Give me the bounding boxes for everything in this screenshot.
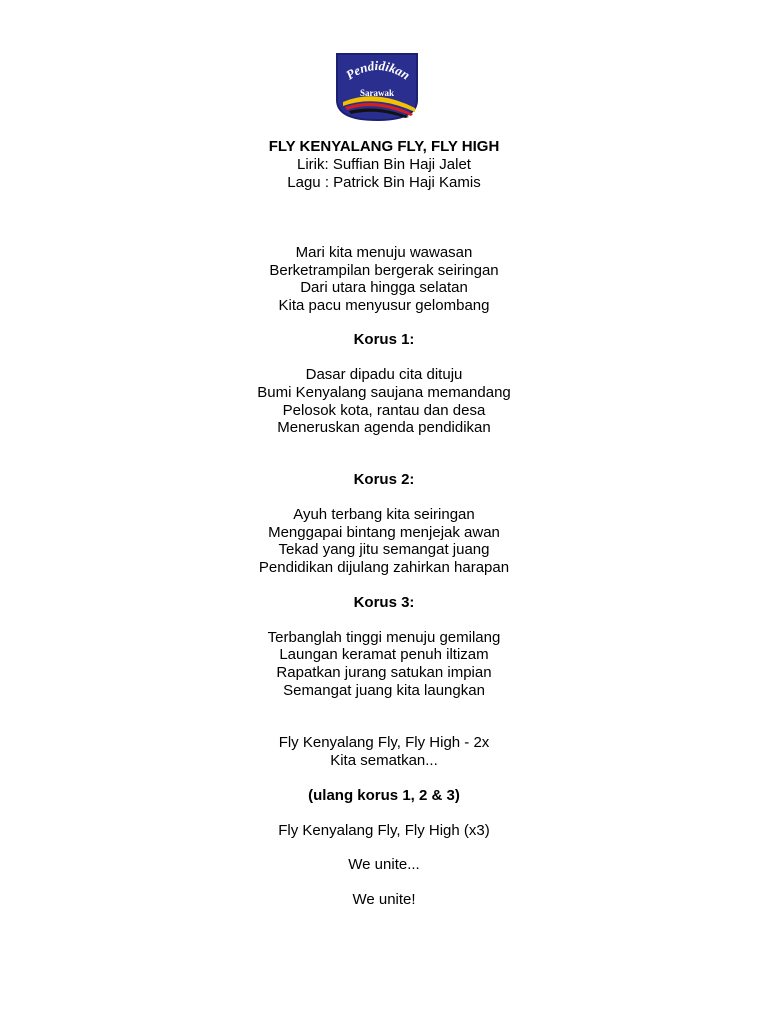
- outro-unite-2: We unite!: [352, 891, 416, 908]
- verse-line-4: Kita pacu menyusur gelombang: [278, 297, 490, 314]
- chorus-2-line-3: Tekad yang jitu semangat juang: [278, 541, 490, 558]
- chorus-1-line-4: Meneruskan agenda pendidikan: [277, 419, 491, 436]
- verse-line-2: Berketrampilan bergerak seiringan: [269, 262, 499, 279]
- chorus-1-title: Korus 1:: [353, 331, 415, 348]
- chorus-3-line-3: Rapatkan jurang satukan impian: [276, 664, 492, 681]
- logo-text-pendidikan: Pendidikan: [342, 57, 413, 83]
- chorus-2-line-2: Menggapai bintang menjejak awan: [268, 524, 500, 541]
- chorus-3-line-4: Semangat juang kita laungkan: [283, 682, 485, 699]
- chorus-1-line-1: Dasar dipadu cita dituju: [305, 366, 463, 383]
- logo-text-sarawak: Sarawak: [359, 88, 395, 98]
- chorus-2-line-4: Pendidikan dijulang zahirkan harapan: [258, 559, 510, 576]
- chorus-3-line-1: Terbanglah tinggi menuju gemilang: [267, 629, 501, 646]
- verse-line-1: Mari kita menuju wawasan: [295, 244, 473, 261]
- pendidikan-sarawak-logo: [335, 52, 419, 122]
- chorus-2-line-1: Ayuh terbang kita seiringan: [293, 506, 475, 523]
- chorus-3-line-2: Laungan keramat penuh iltizam: [279, 646, 489, 663]
- song-title: FLY KENYALANG FLY, FLY HIGH: [268, 138, 500, 155]
- lyricist-credit: Lirik: Suffian Bin Haji Jalet: [297, 156, 471, 173]
- bridge-line-2: Kita sematkan...: [330, 752, 438, 769]
- outro-fly-line: Fly Kenyalang Fly, Fly High (x3): [278, 822, 490, 839]
- chorus-2-title: Korus 2:: [353, 471, 415, 488]
- bridge-line-1: Fly Kenyalang Fly, Fly High - 2x: [278, 734, 490, 751]
- verse-line-3: Dari utara hingga selatan: [300, 279, 468, 296]
- chorus-1-line-3: Pelosok kota, rantau dan desa: [282, 402, 486, 419]
- chorus-1-line-2: Bumi Kenyalang saujana memandang: [257, 384, 511, 401]
- repeat-chorus-note: (ulang korus 1, 2 & 3): [308, 787, 460, 804]
- chorus-3-title: Korus 3:: [353, 594, 415, 611]
- outro-unite-1: We unite...: [348, 856, 420, 873]
- composer-credit: Lagu : Patrick Bin Haji Kamis: [287, 174, 481, 191]
